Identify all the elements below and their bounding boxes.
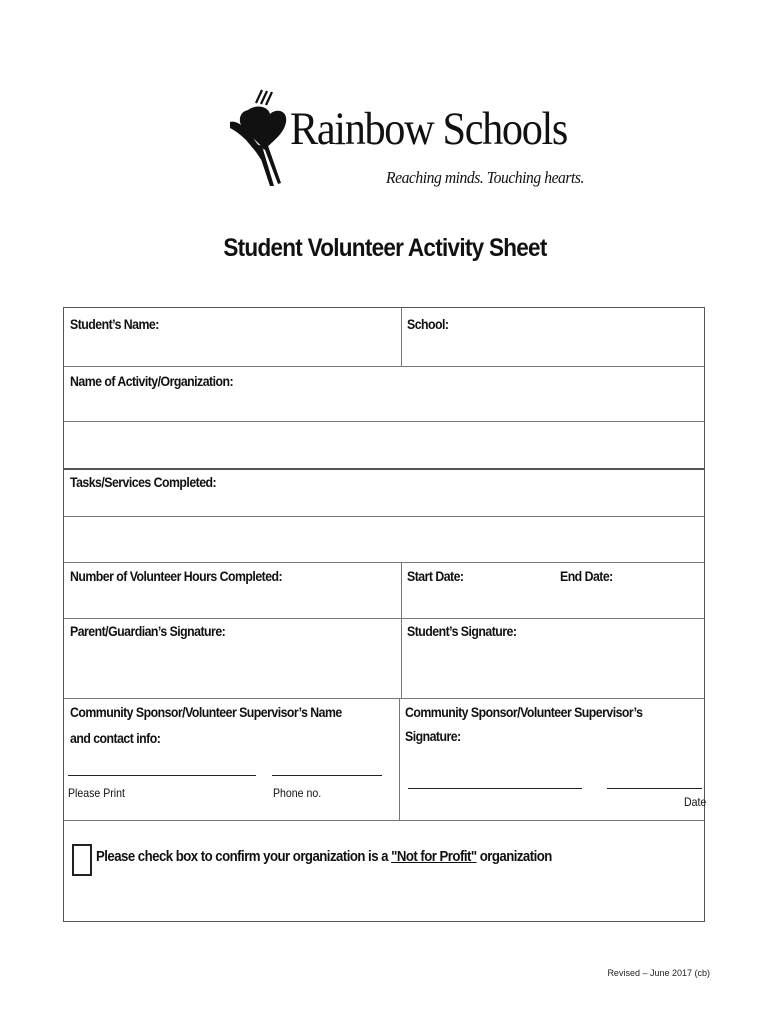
phone-caption: Phone no. xyxy=(273,786,322,800)
divider xyxy=(64,516,704,517)
divider xyxy=(64,820,704,821)
logo-tagline: Reaching minds. Touching hearts. xyxy=(386,168,585,187)
divider xyxy=(64,698,704,699)
tasks-label: Tasks/Services Completed: xyxy=(70,474,217,490)
sponsor-signature-label-line1: Community Sponsor/Volunteer Supervisor’s xyxy=(405,704,643,720)
date-line[interactable] xyxy=(607,788,702,789)
sponsor-signature-label-line2: Signature: xyxy=(405,728,461,744)
not-for-profit-label xyxy=(96,848,552,865)
divider xyxy=(64,421,704,422)
divider xyxy=(399,698,400,820)
start-date-label: Start Date: xyxy=(407,568,464,584)
revision-note: Revised – June 2017 (cb) xyxy=(607,968,710,978)
date-caption: Date xyxy=(684,795,707,809)
divider xyxy=(64,366,704,367)
divider xyxy=(64,562,704,563)
page-title: Student Volunteer Activity Sheet xyxy=(223,234,547,262)
check-text-emphasis: "Not for Profit" xyxy=(391,848,477,865)
rainbow-schools-logo xyxy=(226,88,585,193)
parent-signature-label: Parent/Guardian’s Signature: xyxy=(70,623,226,639)
activity-form xyxy=(63,307,705,922)
please-print-caption: Please Print xyxy=(68,786,125,800)
school-label: School: xyxy=(407,316,449,332)
check-text-prefix: Please check box to confirm your organization is a xyxy=(96,848,392,865)
divider xyxy=(64,468,704,470)
student-signature-label: Student’s Signature: xyxy=(407,623,517,639)
divider xyxy=(64,618,704,619)
sponsor-name-label-line2: and contact info: xyxy=(70,730,161,746)
sponsor-signature-line[interactable] xyxy=(408,788,582,789)
end-date-label: End Date: xyxy=(560,568,613,584)
phone-line[interactable] xyxy=(272,775,382,776)
check-text-suffix: organization xyxy=(476,848,552,865)
divider xyxy=(401,308,402,366)
student-name-label: Student’s Name: xyxy=(70,316,159,332)
activity-label: Name of Activity/Organization: xyxy=(70,373,234,389)
divider xyxy=(401,562,402,698)
heart-hand-logo-icon xyxy=(226,88,296,188)
print-name-line[interactable] xyxy=(68,775,256,776)
hours-label: Number of Volunteer Hours Completed: xyxy=(70,568,283,584)
sponsor-name-label-line1: Community Sponsor/Volunteer Supervisor’s Name xyxy=(70,704,342,720)
logo-name: Rainbow Schools xyxy=(290,103,568,155)
not-for-profit-checkbox[interactable] xyxy=(72,844,92,876)
